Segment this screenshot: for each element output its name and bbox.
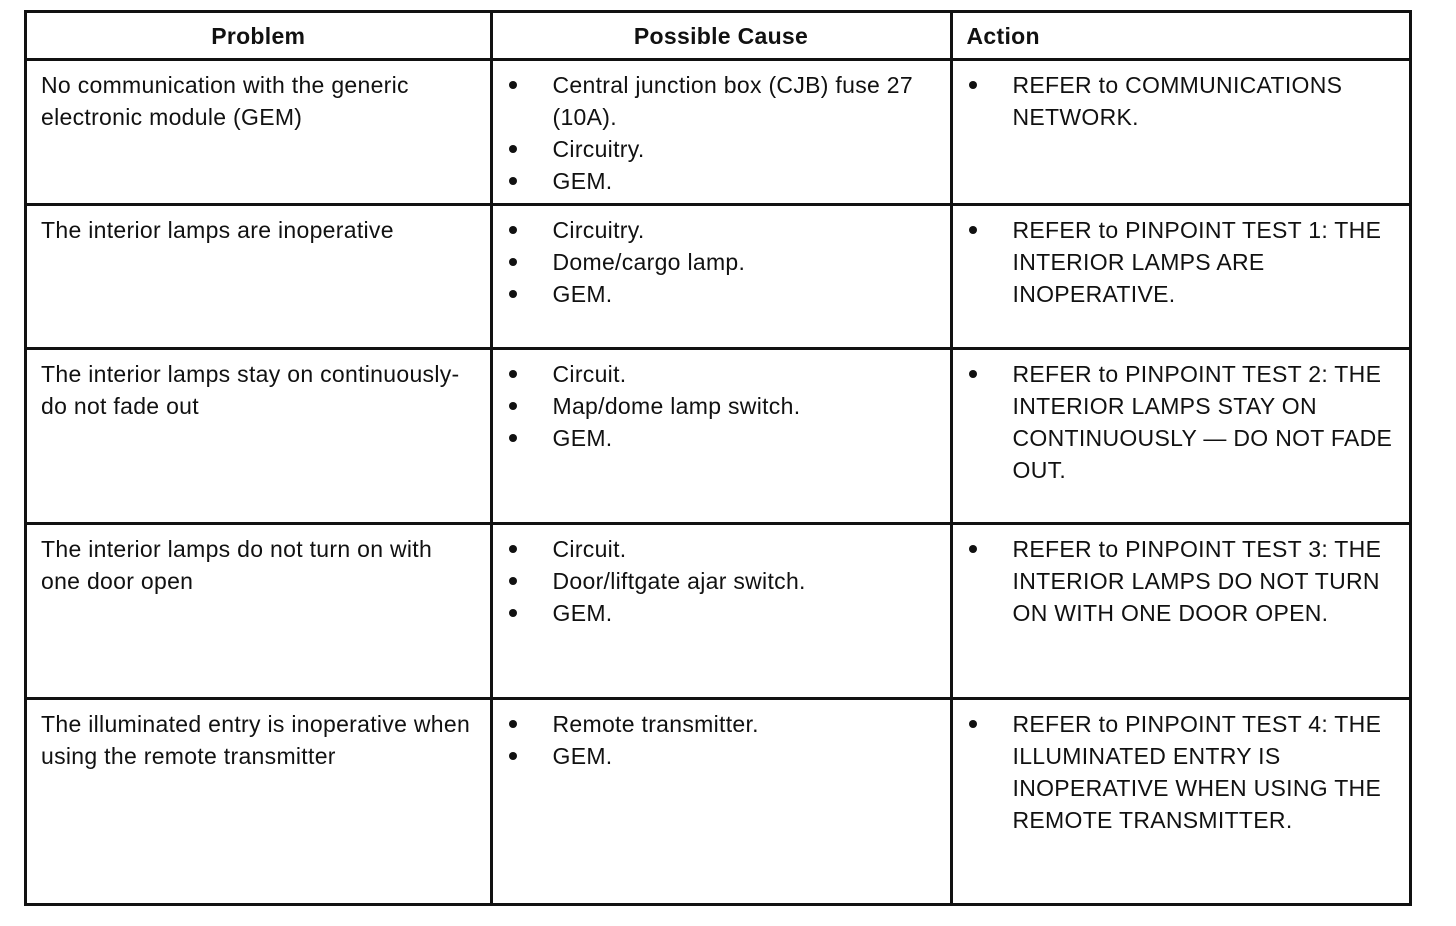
cause-cell	[491, 348, 951, 523]
cause-item: Dome/cargo lamp.	[493, 246, 940, 278]
table-row	[27, 59, 1409, 204]
problem-text: The illuminated entry is inoperative when using the remote transmitter	[41, 710, 471, 769]
cause-item: Circuit.	[493, 358, 940, 390]
action-list	[953, 61, 1410, 133]
action-cell	[951, 523, 1409, 698]
cause-list	[493, 700, 950, 772]
header-possible-cause: Possible Cause	[491, 13, 951, 59]
table-row	[27, 204, 1409, 348]
cause-item: Map/dome lamp switch.	[493, 390, 940, 422]
problem-cell	[27, 523, 491, 698]
action-item: REFER to PINPOINT TEST 1: THE INTERIOR LAMPS ARE INOPERATIVE.	[953, 214, 1400, 310]
cause-cell	[491, 698, 951, 903]
cause-item: Central junction box (CJB) fuse 27 (10A).	[493, 69, 940, 133]
cause-item: GEM.	[493, 278, 940, 310]
table-header-row	[27, 13, 1409, 59]
cause-list	[493, 206, 950, 310]
problem-text: The interior lamps are inoperative	[41, 216, 394, 243]
cause-item: GEM.	[493, 740, 940, 772]
action-list	[953, 700, 1410, 836]
table-row	[27, 523, 1409, 698]
cause-item: Remote transmitter.	[493, 708, 940, 740]
cause-item: Door/liftgate ajar switch.	[493, 565, 940, 597]
cause-cell	[491, 204, 951, 348]
problem-text: The interior lamps do not turn on with one door open	[41, 535, 433, 594]
cause-list	[493, 61, 950, 197]
action-cell	[951, 59, 1409, 204]
action-cell	[951, 204, 1409, 348]
cause-item: Circuitry.	[493, 214, 940, 246]
cause-item: GEM.	[493, 165, 940, 197]
action-item: REFER to PINPOINT TEST 2: THE INTERIOR LAMPS STAY ON CONTINUOUSLY — DO NOT FADE OUT.	[953, 358, 1400, 486]
header-problem: Problem	[27, 13, 491, 59]
action-item: REFER to PINPOINT TEST 4: THE ILLUMINATED ENTRY IS INOPERATIVE WHEN USING THE REMOTE TRANSMITTER.	[953, 708, 1400, 836]
table-row	[27, 698, 1409, 903]
cause-item: GEM.	[493, 422, 940, 454]
action-item: REFER to PINPOINT TEST 3: THE INTERIOR LAMPS DO NOT TURN ON WITH ONE DOOR OPEN.	[953, 533, 1400, 629]
action-cell	[951, 698, 1409, 903]
cause-item: Circuit.	[493, 533, 940, 565]
cause-list	[493, 350, 950, 454]
problem-cell	[27, 348, 491, 523]
diagnosis-table-frame	[24, 10, 1412, 906]
header-action: Action	[951, 13, 1409, 59]
cause-cell	[491, 59, 951, 204]
action-list	[953, 350, 1410, 486]
action-list	[953, 525, 1410, 629]
cause-cell	[491, 523, 951, 698]
symptom-chart-table	[27, 13, 1409, 903]
action-list	[953, 206, 1410, 310]
cause-item: Circuitry.	[493, 133, 940, 165]
cause-list	[493, 525, 950, 629]
action-cell	[951, 348, 1409, 523]
cause-item: GEM.	[493, 597, 940, 629]
problem-cell	[27, 698, 491, 903]
problem-text: The interior lamps stay on continuously-do not fade out	[41, 360, 460, 419]
action-item: REFER to COMMUNICATIONS NETWORK.	[953, 69, 1400, 133]
problem-cell	[27, 204, 491, 348]
problem-text: No communication with the generic electronic module (GEM)	[41, 71, 409, 130]
problem-cell	[27, 59, 491, 204]
table-row	[27, 348, 1409, 523]
